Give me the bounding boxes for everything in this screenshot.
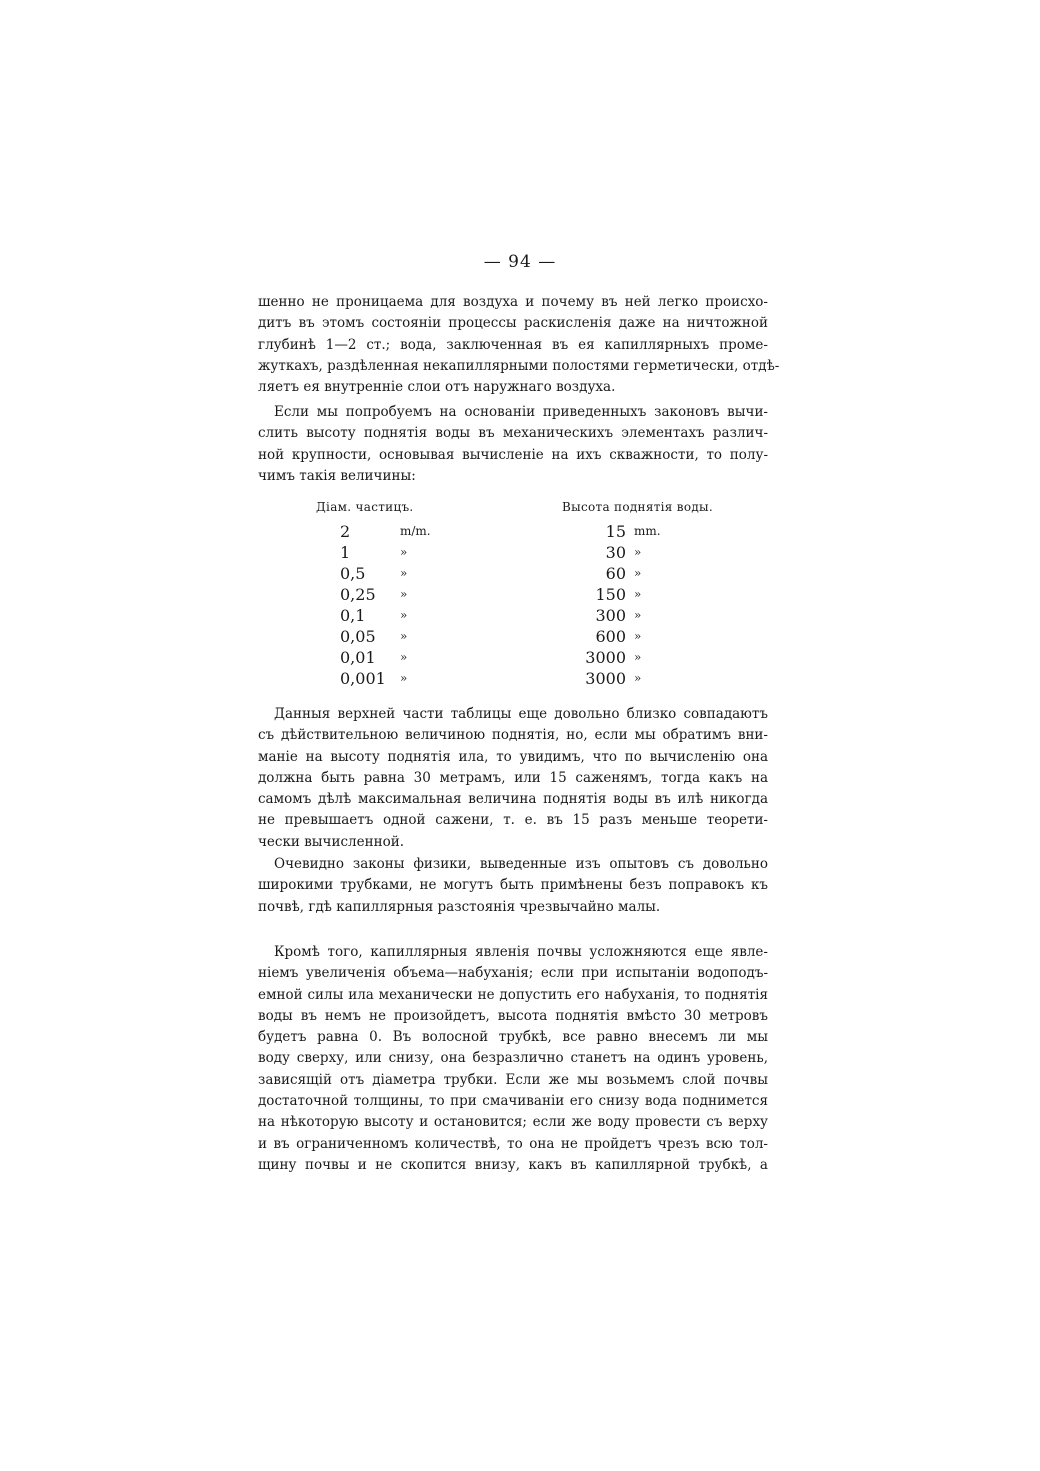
diameter-value: 0,05 bbox=[340, 627, 376, 646]
text-line: ляетъ ея внутреннiе слои отъ наружнаго воздуха. bbox=[258, 379, 616, 396]
height-unit: » bbox=[634, 650, 642, 664]
diameter-unit: » bbox=[400, 587, 408, 601]
height-unit: » bbox=[634, 566, 642, 580]
table-row bbox=[312, 585, 752, 606]
height-unit: » bbox=[634, 671, 642, 685]
text-line: и въ ограниченномъ количествѣ, то она не пройдетъ чрезъ всю тол- bbox=[258, 1135, 768, 1152]
diameter-unit: » bbox=[400, 545, 408, 559]
diameter-value: 0,25 bbox=[340, 585, 376, 604]
table-row bbox=[312, 606, 752, 627]
text-line: Очевидно законы физики, выведенные изъ опытовъ съ довольно bbox=[274, 856, 768, 872]
text-line: зависящiй отъ дiаметра трубки. Если же мы возьмемъ слой почвы bbox=[258, 1071, 768, 1088]
paragraph-table-discussion bbox=[258, 704, 768, 853]
text-line: широкими трубками, не могутъ быть примѣнены безъ поправокъ къ bbox=[258, 877, 768, 894]
height-value: 300 bbox=[595, 606, 626, 625]
diameter-unit: » bbox=[400, 671, 408, 685]
text-line: манiе на высоту поднятiя ила, то увидимъ, что по вычисленiю она bbox=[258, 748, 768, 765]
diameter-unit: » bbox=[400, 566, 408, 580]
text-line: самомъ дѣлѣ максимальная величина поднятiя воды въ илѣ никогда bbox=[258, 791, 768, 808]
height-unit: » bbox=[634, 629, 642, 643]
diameter-value: 2 bbox=[340, 522, 351, 541]
text-line: дитъ въ этомъ состоянiи процессы раскисленiя даже на ничтожной bbox=[258, 315, 768, 332]
text-line: воду сверху, или снизу, она безразлично станетъ на одинъ уровень, bbox=[258, 1050, 768, 1067]
text-line: Кромѣ того, капиллярныя явленiя почвы усложняются еще явле- bbox=[274, 944, 768, 960]
table-row bbox=[312, 564, 752, 585]
diameter-unit: m/m. bbox=[400, 524, 431, 538]
text-line: съ дѣйствительною величиною поднятiя, но, если мы обратимъ вни- bbox=[258, 727, 768, 744]
text-line: шенно не проницаема для воздуха и почему въ ней легко происхо- bbox=[258, 294, 768, 310]
diameter-unit: » bbox=[400, 650, 408, 664]
paragraph-physics-laws bbox=[258, 854, 768, 918]
page-number: — 94 — bbox=[483, 252, 557, 272]
table-header-height: Высота поднятiя воды. bbox=[562, 500, 713, 514]
text-line: щину почвы и не скопится внизу, какъ въ капиллярной трубкѣ, а bbox=[258, 1156, 768, 1173]
table-row bbox=[312, 669, 752, 690]
table-row bbox=[312, 543, 752, 564]
text-line: Данныя верхней части таблицы еще довольно близко совпадаютъ bbox=[274, 706, 768, 722]
text-line: должна быть равна 30 метрамъ, или 15 саженямъ, тогда какъ на bbox=[258, 769, 768, 786]
paragraph-swelling bbox=[258, 942, 768, 1176]
height-value: 3000 bbox=[585, 669, 626, 688]
text-line: чески вычисленной. bbox=[258, 833, 405, 850]
height-unit: » bbox=[634, 587, 642, 601]
text-line: достаточной толщины, то при смачиванiи его снизу вода поднимется bbox=[258, 1093, 768, 1110]
text-line: глубинѣ 1—2 ст.; вода, заключенная въ ея капиллярныхъ проме- bbox=[258, 336, 768, 353]
diameter-unit: » bbox=[400, 629, 408, 643]
text-line: емной силы ила механически не допустить его набуханiя, то поднятiя bbox=[258, 986, 768, 1003]
text-line: жуткахъ, раздѣленная некапиллярными полостями герметически, отдѣ- bbox=[258, 357, 780, 374]
text-line: Если мы попробуемъ на основанiи приведенныхъ законовъ вычи- bbox=[274, 404, 768, 420]
height-value: 3000 bbox=[585, 648, 626, 667]
height-value: 150 bbox=[595, 585, 626, 604]
height-value: 15 bbox=[605, 522, 626, 541]
text-line: на нѣкоторую высоту и остановится; если же воду провести съ верху bbox=[258, 1114, 768, 1131]
diameter-value: 1 bbox=[340, 543, 351, 562]
text-line: чимъ такiя величины: bbox=[258, 467, 416, 484]
text-line: будетъ равна 0. Въ волосной трубкѣ, все равно внесемъ ли мы bbox=[258, 1029, 768, 1046]
height-value: 60 bbox=[605, 564, 626, 583]
text-line: воды въ немъ не произойдетъ, высота поднятiя вмѣсто 30 метровъ bbox=[258, 1007, 768, 1024]
paragraph-continued bbox=[258, 292, 780, 398]
diameter-unit: » bbox=[400, 608, 408, 622]
text-line: почвѣ, гдѣ капиллярныя разстоянiя чрезвычайно малы. bbox=[258, 898, 661, 915]
table-row bbox=[312, 648, 752, 669]
height-unit: mm. bbox=[634, 524, 661, 538]
table-header-diameter: Дiам. частицъ. bbox=[316, 500, 414, 514]
diameter-value: 0,001 bbox=[340, 669, 386, 688]
paragraph-calculation-intro bbox=[258, 402, 768, 487]
height-unit: » bbox=[634, 608, 642, 622]
height-value: 600 bbox=[595, 627, 626, 646]
height-unit: » bbox=[634, 545, 642, 559]
diameter-value: 0,5 bbox=[340, 564, 366, 583]
height-value: 30 bbox=[605, 543, 626, 562]
diameter-value: 0,1 bbox=[340, 606, 366, 625]
table-row bbox=[312, 627, 752, 648]
text-line: нiемъ увеличенiя объема—набуханiя; если при испытанiи водоподъ- bbox=[258, 965, 768, 982]
text-line: ной крупности, основывая вычисленiе на ихъ скважности, то полу- bbox=[258, 446, 768, 463]
text-line: слить высоту поднятiя воды въ механическихъ элементахъ различ- bbox=[258, 425, 768, 442]
diameter-value: 0,01 bbox=[340, 648, 376, 667]
table-row bbox=[312, 522, 752, 543]
text-line: не превышаетъ одной сажени, т. е. въ 15 разъ меньше теорети- bbox=[258, 812, 768, 829]
